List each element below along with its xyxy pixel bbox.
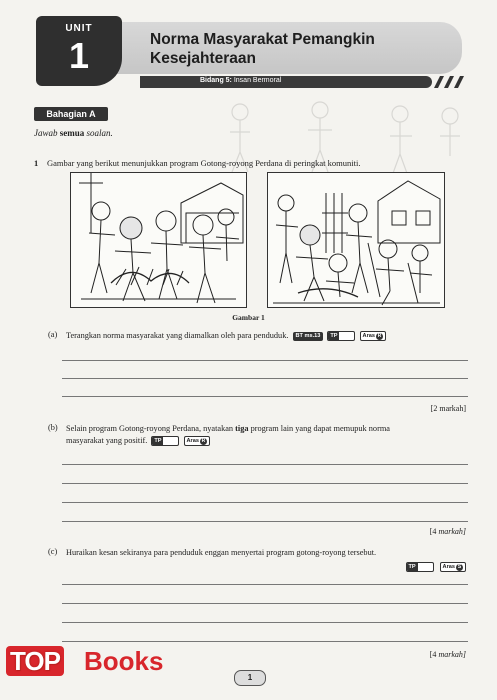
part-c-question: Huraikan kesan sekiranya para penduduk enggan menyertai program gotong-royong tersebut. — [66, 548, 377, 557]
question-number: 1 — [34, 158, 39, 168]
page-number: 1 — [234, 670, 266, 686]
part-a-label: (a) — [48, 330, 58, 339]
tp-tag: TP — [406, 562, 434, 572]
aras-tag: Aras R — [360, 331, 386, 341]
bidang-strip — [140, 76, 432, 88]
marks-b: [4 markah] — [429, 527, 466, 536]
answer-line[interactable] — [62, 396, 468, 397]
instruction: Jawab semua soalan. — [34, 128, 113, 138]
part-b-label: (b) — [48, 423, 58, 432]
tp-tag: TP — [151, 436, 179, 446]
decorative-stripes — [430, 76, 470, 88]
figure-caption: Gambar 1 — [232, 313, 265, 322]
logo-books: Books — [84, 646, 164, 676]
answer-line[interactable] — [62, 584, 468, 585]
part-c-label: (c) — [48, 547, 58, 556]
logo-top: TOP — [6, 646, 64, 676]
answer-line[interactable] — [62, 378, 468, 379]
tp-tag: TP — [327, 331, 355, 341]
marks-a: [2 markah] — [430, 404, 466, 413]
answer-line[interactable] — [62, 502, 468, 503]
aras-tag: Aras R — [184, 436, 210, 446]
part-b-question: Selain program Gotong-royong Perdana, nyatakan tiga program lain yang dapat memupuk norma masyarakat yang positif. TP Aras R — [66, 424, 390, 445]
unit-label: UNIT — [65, 23, 93, 34]
answer-line[interactable] — [62, 622, 468, 623]
illustration-left — [70, 172, 247, 308]
bt-tag: BT ms.13 — [293, 332, 324, 341]
question-text: Gambar yang berikut menunjukkan program Gotong-royong Perdana di peringkat komuniti. — [47, 158, 361, 168]
show-through-illustration — [200, 92, 480, 182]
answer-line[interactable] — [62, 360, 468, 361]
answer-line[interactable] — [62, 464, 468, 465]
illustration-right — [267, 172, 445, 308]
answer-line[interactable] — [62, 483, 468, 484]
unit-number: 1 — [68, 35, 90, 76]
chapter-title: Norma Masyarakat Pemangkin Kesejahteraan — [150, 31, 375, 67]
answer-line[interactable] — [62, 521, 468, 522]
unit-badge — [36, 16, 122, 86]
marks-c: [4 markah] — [429, 650, 466, 659]
aras-tag: Aras S — [440, 562, 466, 572]
part-c-tags — [404, 558, 466, 576]
answer-line[interactable] — [62, 603, 468, 604]
part-a-question: Terangkan norma masyarakat yang diamalkan oleh para penduduk. BT ms.13 TP Aras R — [66, 330, 446, 342]
answer-line[interactable] — [62, 641, 468, 642]
bidang-label: Bidang 5: Insan Bermoral — [200, 77, 282, 84]
section-label: Bahagian A — [34, 107, 108, 121]
